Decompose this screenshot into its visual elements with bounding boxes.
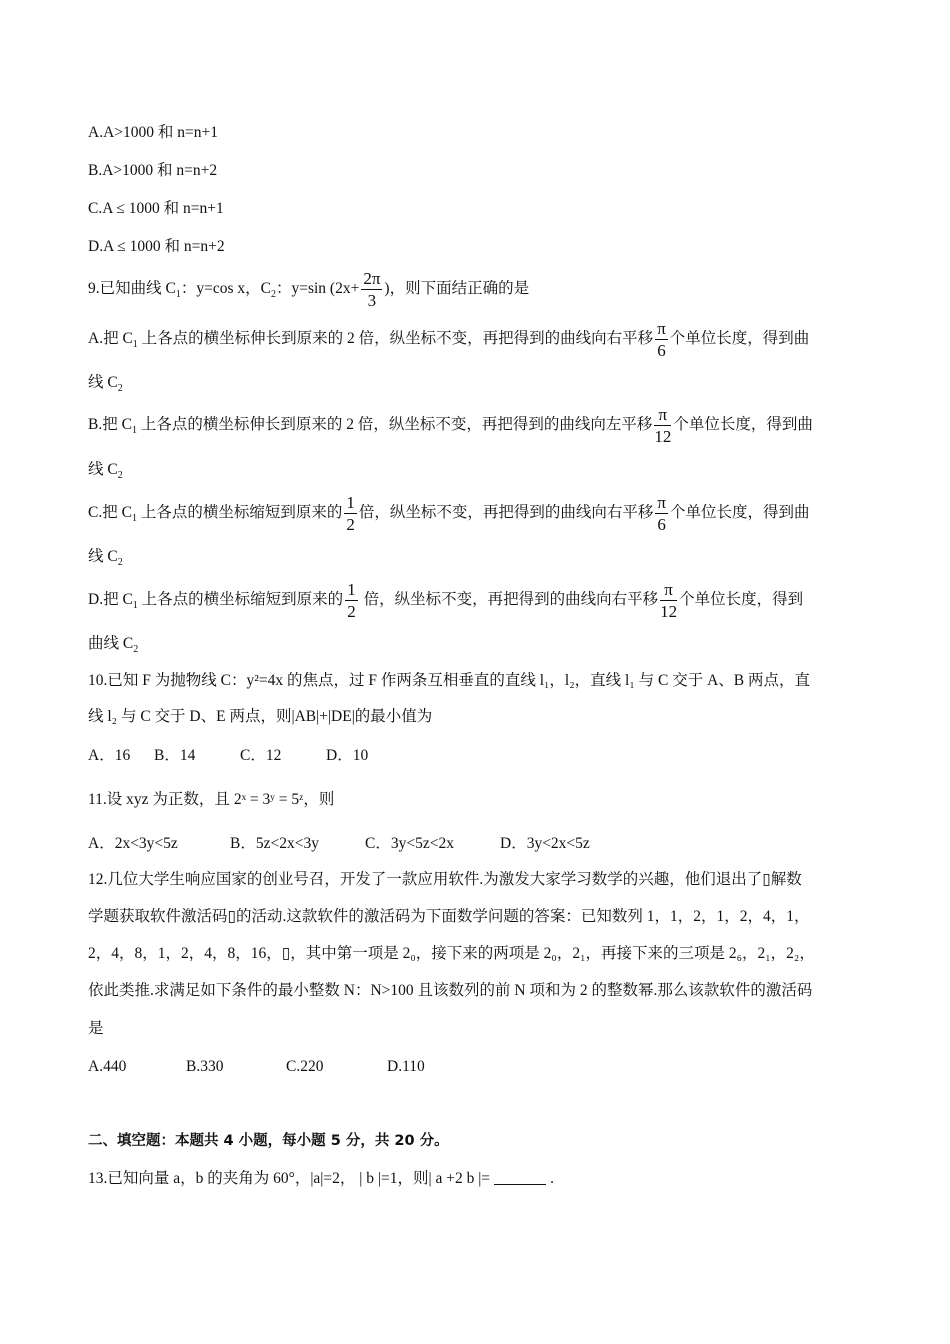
q13-stem: 13.已知向量 a，b 的夹角为 60°，|a|=2， | b |=1，则| a +2 b |= . [88, 1170, 554, 1187]
section-title: 二、填空题：本题共 4 小题，每小题 5 分，共 20 分。 [88, 1133, 449, 1149]
q10-stem-line2: 线 l₂ 与 C 交于 D、E 两点，则|AB|+|DE|的最小值为 [88, 708, 433, 725]
q12-options [88, 1057, 425, 1077]
q10-stem-line1: 10.已知 F 为抛物线 C：y²=4x 的焦点，过 F 作两条互相垂直的直线 l₁，l₂，直线 l₁ 与 C 交于 A、B 两点，直 [88, 672, 810, 689]
q9-fraction: $\frac{2\pi}{3}$ [363, 269, 381, 310]
q12-line1: 12.几位大学生响应国家的创业号召，开发了一款应用软件.为激发大家学习数学的兴趣，他们退出了▯解数 [88, 871, 802, 888]
q11-equation: 2ˣ = 3ʸ = 5ᶻ [233, 791, 304, 808]
q10-option-d: D．10 [326, 747, 369, 764]
q9-d-fraction1: $\frac{1}{2}$ [347, 580, 356, 621]
q8-option-a: A.A>1000 和 n=n+1 [88, 124, 218, 141]
q11-option-d: D．3y<2x<5z [500, 835, 590, 852]
q9-c-fraction1: $\frac{1}{2}$ [346, 493, 355, 534]
q12-line2: 学题获取软件激活码▯的活动.这款软件的激活码为下面数学问题的答案：已知数列 1，1，2，1，2，4，1， [88, 908, 810, 925]
q12-option-c: C.220 [286, 1058, 324, 1075]
q10-options [88, 746, 368, 766]
q12-option-a: A.440 [88, 1058, 127, 1075]
q9-option-c-line2: 线 $C_2$ [88, 548, 123, 568]
q10-option-a: A．16 [88, 747, 131, 764]
q8-option-d: D.A ≤ 1000 和 n=n+2 [88, 238, 225, 255]
q9-option-a-line2: 线 $C_2$ [88, 374, 123, 394]
q12-line4: 依此类推.求满足如下条件的最小整数 N：N>100 且该数列的前 N 项和为 2 的整数幂.那么该款软件的激活码 [88, 982, 813, 999]
q12-option-b: B.330 [186, 1058, 224, 1075]
q8-option-b: B.A>1000 和 n=n+2 [88, 162, 218, 179]
q9-option-b: B.把 $C_1$ 上各点的横坐标伸长到原来的 2 倍，纵坐标不变，再把得到的曲线向左平移 $\frac{\pi}{12}$ 个单位长度，得到曲 [88, 405, 813, 446]
q12-line3: 2，4，8，1，2，4，8，16，▯，其中第一项是 2₀，接下来的两项是 2₀，2₁，再接下来的三项是 2₆，2₁，2₂， [88, 945, 815, 962]
q9-a-fraction: $\frac{\pi}{6}$ [657, 319, 666, 360]
q9-stem: 9.已知曲线 $C_1$：y=cos x，$C_2$：y=sin (2x+ $\frac{2\pi}{3}$ )，则下面结正确的是 [88, 269, 530, 310]
q12-option-d: D.110 [387, 1058, 425, 1075]
q9-option-d: D.把 $C_1$ 上各点的横坐标缩短到原来的 $\frac{1}{2}$ 倍，纵坐标不变，再把得到的曲线向右平移 $\frac{\pi}{12}$ 个单位长度，得到 [88, 580, 804, 621]
q11-options [88, 834, 590, 854]
q9-option-d-line2: 曲线 $C_2$ [88, 635, 139, 655]
q11-option-a: A．2x<3y<5z [88, 835, 178, 852]
q9-c-fraction2: $\frac{\pi}{6}$ [657, 493, 666, 534]
q10-option-b: B．14 [154, 747, 196, 764]
q8-option-c: C.A ≤ 1000 和 n=n+1 [88, 200, 224, 217]
q9-option-c: C.把 $C_1$ 上各点的横坐标缩短到原来的 $\frac{1}{2}$ 倍，纵坐标不变，再把得到的曲线向右平移 $\frac{\pi}{6}$ 个单位长度，得到曲 [88, 493, 810, 534]
q10-option-c: C．12 [240, 747, 282, 764]
q11-stem: 11.设 xyz 为正数，且 2ˣ = 3ʸ = 5ᶻ，则 [88, 791, 335, 808]
q9-option-a: A.把 $C_1$ 上各点的横坐标伸长到原来的 2 倍，纵坐标不变，再把得到的曲线向右平移 $\frac{\pi}{6}$ 个单位长度，得到曲 [88, 319, 810, 360]
q12-line5: 是 [88, 1020, 104, 1037]
q9-option-b-line2: 线 $C_2$ [88, 461, 123, 481]
q9-b-fraction: $\frac{\pi}{12}$ [654, 405, 672, 446]
answer-blank[interactable] [494, 1184, 546, 1185]
q11-option-b: B．5z<2x<3y [230, 835, 319, 852]
q9-d-fraction2: $\frac{\pi}{12}$ [660, 580, 678, 621]
q11-option-c: C．3y<5z<2x [365, 835, 454, 852]
